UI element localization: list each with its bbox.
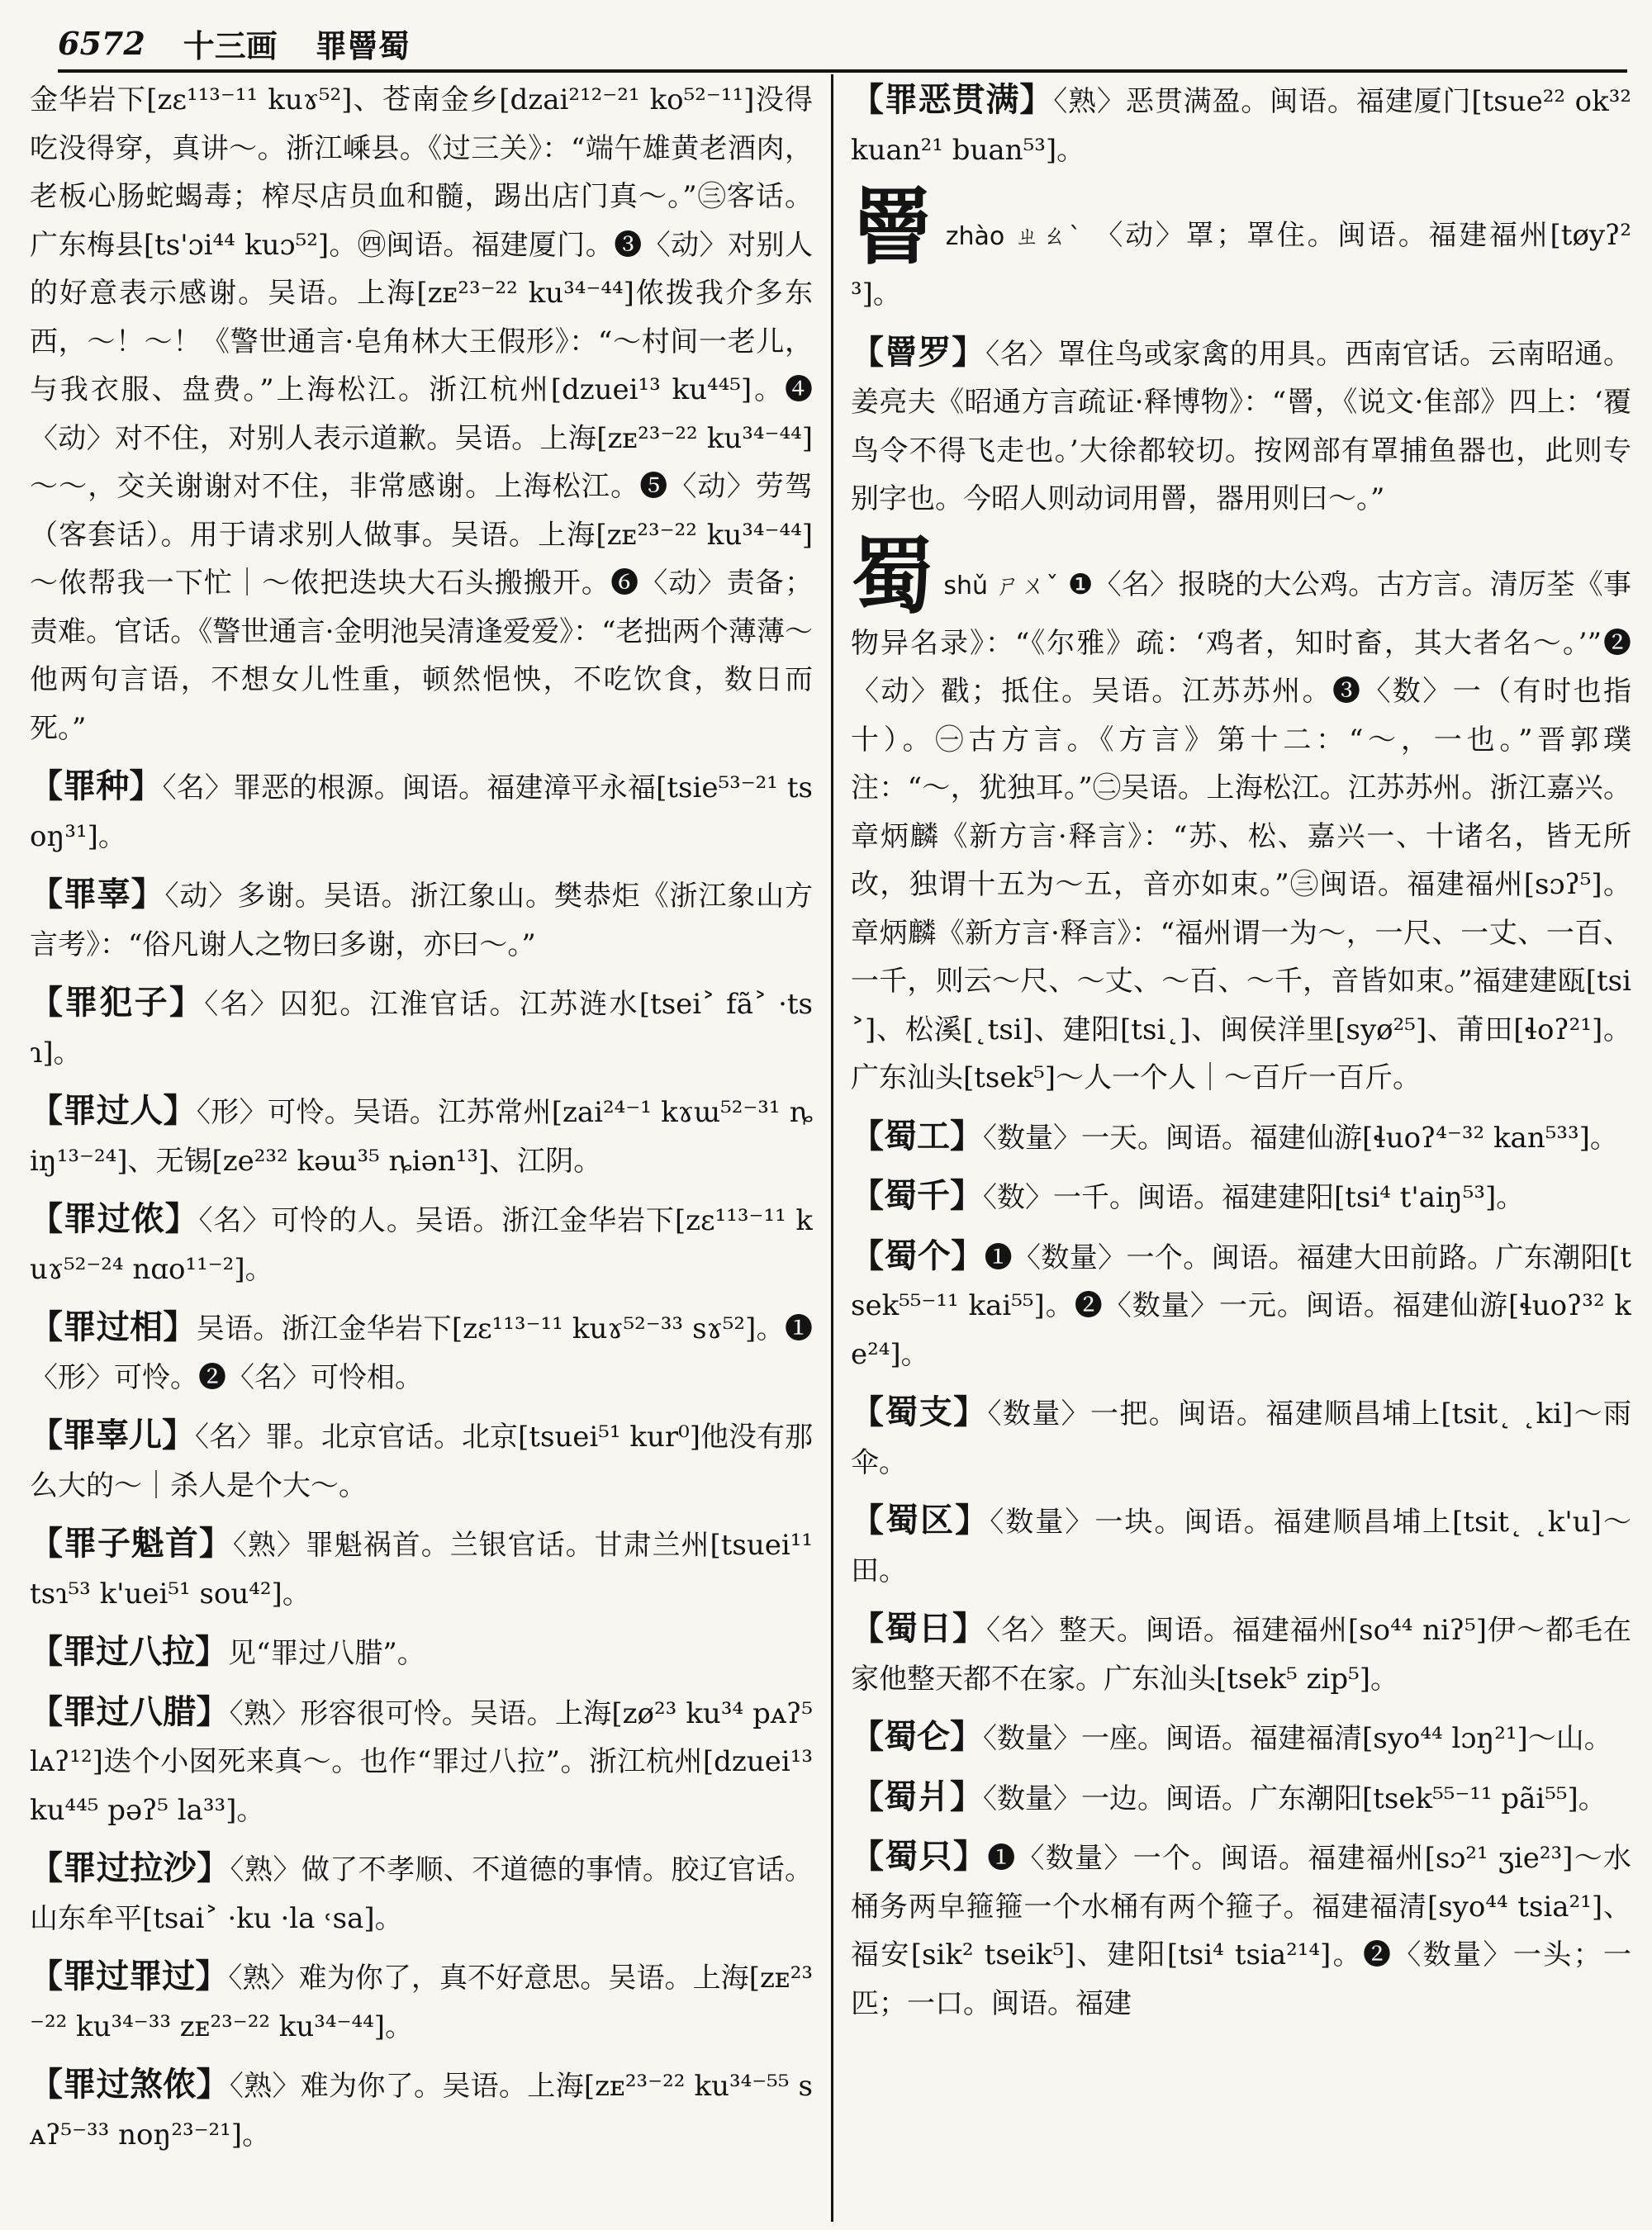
dictionary-entry (851, 1497, 1631, 1595)
entry-headword: 【蜀只】 (851, 1837, 988, 1876)
entry-definition: 〈数量〉一边。闽语。广东潮阳[tsek⁵⁵⁻¹¹ pãi⁵⁵]。 (983, 1782, 1607, 1815)
left-column (30, 76, 813, 2223)
entry-definition: 吴语。浙江金华岩下[zɛ¹¹³⁻¹¹ kuɤ⁵²⁻³³ sɤ⁵²]。❶〈形〉可怜。❷〈名〉可怜相。 (30, 1312, 813, 1394)
header-rule (58, 69, 1627, 73)
dictionary-entry (851, 76, 1631, 174)
entry-definition: 〈熟〉做了不孝顺、不道德的事情。胶辽官话。山东牟平[tsai˃ ·ku ·la ˓sa]。 (30, 1853, 813, 1935)
dictionary-entry (851, 1605, 1631, 1703)
entry-headword: 【蜀仑】 (851, 1717, 983, 1756)
entry-definition: 金华岩下[zɛ¹¹³⁻¹¹ kuɤ⁵²]、苍南金乡[dzai²¹²⁻²¹ ko⁵²⁻¹¹]没得吃没得穿，真讲～。浙江嵊县。《过三关》：“端午雄黄老酒肉，老板心肠蛇蝎毒；榨尽店员血和髓，踢出店门真～。”㊂客话。广东梅县[ts'ɔi⁴⁴ kuɔ⁵²]。㊃闽语。福建厦门。❸〈动〉对别人的好意表示感谢。吴语。上海[zᴇ²³⁻²² ku³⁴⁻⁴⁴]侬拨我介多东西，～！～！《警世通言·皂角林大王假形》：“～村间一老儿，与我衣服、盘费。”上海松江。浙江杭州[dzuei¹³ ku⁴⁴⁵]。❹〈动〉对不住，对别人表示道歉。吴语。上海[zᴇ²³⁻²² ku³⁴⁻⁴⁴]～～，交关谢谢对不住，非常感谢。上海松江。❺〈动〉劳驾（客套话）。用于请求别人做事。吴语。上海[zᴇ²³⁻²² ku³⁴⁻⁴⁴]～侬帮我一下忙｜～侬把迭块大石头搬搬开。❻〈动〉责备；责难。官话。《警世通言·金明池吴清逢爱爱》：“老拙两个薄薄～他两句言语，不想女儿性重，顿然悒怏，不吃饮食，数日而死。” (30, 83, 813, 745)
entry-definition: ❶〈数量〉一个。闽语。福建福州[sɔ²¹ ʒie²³]～水桶务两皁箍箍一个水桶有两个箍子。福建福清[syo⁴⁴ tsia²¹]、福安[sik² tseik⁵]、建阳[tsi⁴ tsia²¹⁴]。❷〈数量〉一头；一匹；一口。闽语。福建 (851, 1842, 1631, 2020)
dictionary-entry (30, 1195, 813, 1293)
head-character: 蜀 (851, 527, 934, 625)
entry-definition: 〈数量〉一天。闽语。福建仙游[ɬuoʔ⁴⁻³² kan⁵³³]。 (983, 1121, 1618, 1155)
entry-definition: 〈形〉可怜。吴语。江苏常州[zai²⁴⁻¹ kɤɯ⁵²⁻³¹ ȵiŋ¹³⁻²⁴]、无锡[ze²³² kəɯ³⁵ ȵiən¹³]、江阴。 (30, 1096, 813, 1178)
dictionary-entry (30, 979, 813, 1077)
entry-definition: ❶〈名〉报晓的大公鸡。古方言。清厉荃《事物异名录》：“《尔雅》疏：‘鸡者，知时畜，其大者名～。’”❷〈动〉戳；抵住。吴语。江苏苏州。❸〈数〉一（有时也指十）。㊀古方言。《方言》第十二：“～，一也。”晋郭璞注：“～，犹独耳。”㊁吴语。上海松江。江苏苏州。浙江嘉兴。章炳麟《新方言·释言》：“苏、松、嘉兴一、十诸名，皆无所改，独谓十五为～五，音亦如束。”㊂闽语。福建福州[sɔʔ⁵]。章炳麟《新方言·释言》：“福州谓一为～，一尺、一丈、一百、一千，则云～尺、～丈、～百、～千，音皆如束。”福建建瓯[tsi˃]、松溪[˛tsi]、建阳[tsi˛]、闽侯洋里[syø²⁵]、莆田[ɬoʔ²¹]。广东汕头[tsek⁵]～人一个人｜～百斤一百斤。 (851, 567, 1631, 1094)
header-characters: 罪罾蜀 (315, 26, 410, 64)
entry-definition: 〈动〉罩；罩住。闽语。福建福州[tøyʔ²³]。 (851, 219, 1631, 311)
entry-headword: 【罪过煞侬】 (30, 2065, 230, 2104)
dictionary-entry (30, 1303, 813, 1402)
dictionary-entry (30, 1087, 813, 1185)
entry-definition: 〈名〉罪恶的根源。闽语。福建漳平永福[tsie⁵³⁻²¹ tsoŋ³¹]。 (30, 771, 813, 853)
character-entry (851, 178, 1631, 319)
entry-definition: 〈熟〉恶贯满盈。闽语。福建厦门[tsue²² ok³² kuan²¹ buan⁵³]。 (851, 85, 1631, 167)
entry-headword: 【罪种】 (30, 766, 163, 805)
entry-headword: 【蜀工】 (851, 1116, 983, 1155)
entry-headword: 【罪辜】 (30, 875, 165, 913)
entry-headword: 【罾罗】 (851, 332, 986, 372)
entry-headword: 【蜀个】 (851, 1236, 985, 1275)
entry-definition: 〈数量〉一把。闽语。福建顺昌埔上[tsit˛ ˛ki]～雨伞。 (851, 1397, 1631, 1479)
entry-headword: 【罪过相】 (30, 1307, 197, 1346)
entry-headword: 【蜀千】 (851, 1176, 983, 1215)
column-divider (831, 74, 833, 2222)
dictionary-entry (851, 329, 1631, 524)
entry-headword: 【罪恶贯满】 (851, 80, 1054, 119)
entry-headword: 【蜀区】 (851, 1501, 990, 1540)
entry-definition: 〈动〉多谢。吴语。浙江象山。樊恭炬《浙江象山方言考》：“俗凡谢人之物曰多谢，亦曰～。” (30, 880, 813, 961)
dictionary-entry (30, 1520, 813, 1618)
dictionary-entry (851, 1113, 1631, 1163)
entry-definition: 〈名〉整天。闽语。福建福州[so⁴⁴ niʔ⁵]伊～都毛在家他整天都不在家。广东汕头[tsek⁵ zip⁵]。 (851, 1614, 1631, 1696)
entry-headword: 【罪过侬】 (30, 1199, 199, 1238)
dictionary-entry (30, 1628, 813, 1678)
entry-headword: 【罪子魁首】 (30, 1524, 233, 1563)
entry-definition: 〈名〉囚犯。江淮官话。江苏涟水[tsei˃ fã˃ ·tsɿ]。 (30, 988, 813, 1070)
entry-definition: 见“罪过八腊”。 (228, 1637, 425, 1670)
entry-definition: 〈熟〉形容很可怜。吴语。上海[zø²³ ku³⁴ pᴀʔ⁵ lᴀʔ¹²]迭个小囡死来真～。也作“罪过八拉”。浙江杭州[dzuei¹³ ku⁴⁴⁵ pəʔ⁵ la³³]。 (30, 1696, 813, 1827)
pinyin-reading: shǔ ㄕㄨˇ (943, 571, 1059, 600)
entry-continuation (30, 76, 813, 752)
dictionary-entry (851, 1172, 1631, 1222)
dictionary-entry (851, 1388, 1631, 1487)
entry-definition: 〈熟〉罪魁祸首。兰银官话。甘肃兰州[tsuei¹¹ tsɿ⁵³ k'uei⁵¹ sou⁴²]。 (30, 1529, 813, 1611)
entry-definition: 〈数量〉一块。闽语。福建顺昌埔上[tsit˛ ˛k'u]～田。 (851, 1506, 1631, 1587)
entry-definition: ❶〈数量〉一个。闽语。福建大田前路。广东潮阳[tsek⁵⁵⁻¹¹ kai⁵⁵]。❷〈数量〉一元。闽语。福建仙游[ɬuoʔ³² ke²⁴]。 (851, 1241, 1631, 1371)
dictionary-entry (30, 2061, 813, 2159)
dictionary-entry (30, 1952, 813, 2051)
dictionary-entry (30, 1412, 813, 1510)
stroke-section: 十三画 (183, 26, 278, 64)
page-number: 6572 (58, 24, 145, 62)
entry-definition: 〈名〉可怜的人。吴语。浙江金华岩下[zɛ¹¹³⁻¹¹ kuɤ⁵²⁻²⁴ nɑo¹¹⁻²]。 (30, 1204, 813, 1286)
dictionary-entry (851, 1773, 1631, 1824)
entry-headword: 【罪过罪过】 (30, 1957, 229, 1995)
entry-headword: 【罪过拉沙】 (30, 1848, 230, 1887)
entry-definition: 〈熟〉难为你了，真不好意思。吴语。上海[zᴇ²³⁻²² ku³⁴⁻³³ zᴇ²³⁻²² ku³⁴⁻⁴⁴]。 (30, 1962, 813, 2043)
right-column (851, 76, 1631, 2223)
dictionary-entry (30, 762, 813, 861)
character-entry (851, 527, 1631, 1103)
entry-headword: 【罪过八拉】 (30, 1632, 228, 1671)
entry-headword: 【蜀支】 (851, 1393, 988, 1431)
entry-headword: 【蜀爿】 (851, 1777, 983, 1816)
dictionary-entry (30, 1844, 813, 1943)
dictionary-entry (851, 1232, 1631, 1379)
entry-headword: 【蜀日】 (851, 1609, 986, 1648)
entry-headword: 【罪犯子】 (30, 983, 205, 1022)
dictionary-entry (30, 1688, 813, 1835)
entry-definition: 〈熟〉难为你了。吴语。上海[zᴇ²³⁻²² ku³⁴⁻⁵⁵ sᴀʔ⁵⁻³³ noŋ²³⁻²¹]。 (30, 2070, 813, 2152)
dictionary-entry (30, 871, 813, 969)
entry-definition: 〈名〉罪。北京官话。北京[tsuei⁵¹ kur⁰]他没有那么大的～｜杀人是个大～。 (30, 1421, 813, 1502)
entry-headword: 【罪过八腊】 (30, 1691, 230, 1731)
dictionary-entry (851, 1833, 1631, 2028)
entry-headword: 【罪过人】 (30, 1091, 197, 1130)
dictionary-entry (851, 1713, 1631, 1763)
head-character: 罾 (851, 178, 936, 276)
entry-definition: 〈数量〉一座。闽语。福建福清[syo⁴⁴ lɔŋ²¹]～山。 (983, 1722, 1612, 1755)
entry-definition: 〈数〉一千。闽语。福建建阳[tsi⁴ t'aiŋ⁵³]。 (983, 1181, 1525, 1214)
entry-headword: 【罪辜儿】 (30, 1416, 196, 1454)
entry-definition: 〈名〉罩住鸟或家禽的用具。西南官话。云南昭通。姜亮夫《昭通方言疏证·释博物》：“罾，《说文·隹部》四上：‘覆鸟令不得飞走也。’大徐都较切。按网部有罩捕鱼器也，此则专别字也。今昭人则动词用罾，器用则曰～。” (851, 337, 1631, 515)
page-header (58, 18, 1627, 68)
pinyin-reading: zhào ㄓㄠˋ (945, 222, 1084, 251)
